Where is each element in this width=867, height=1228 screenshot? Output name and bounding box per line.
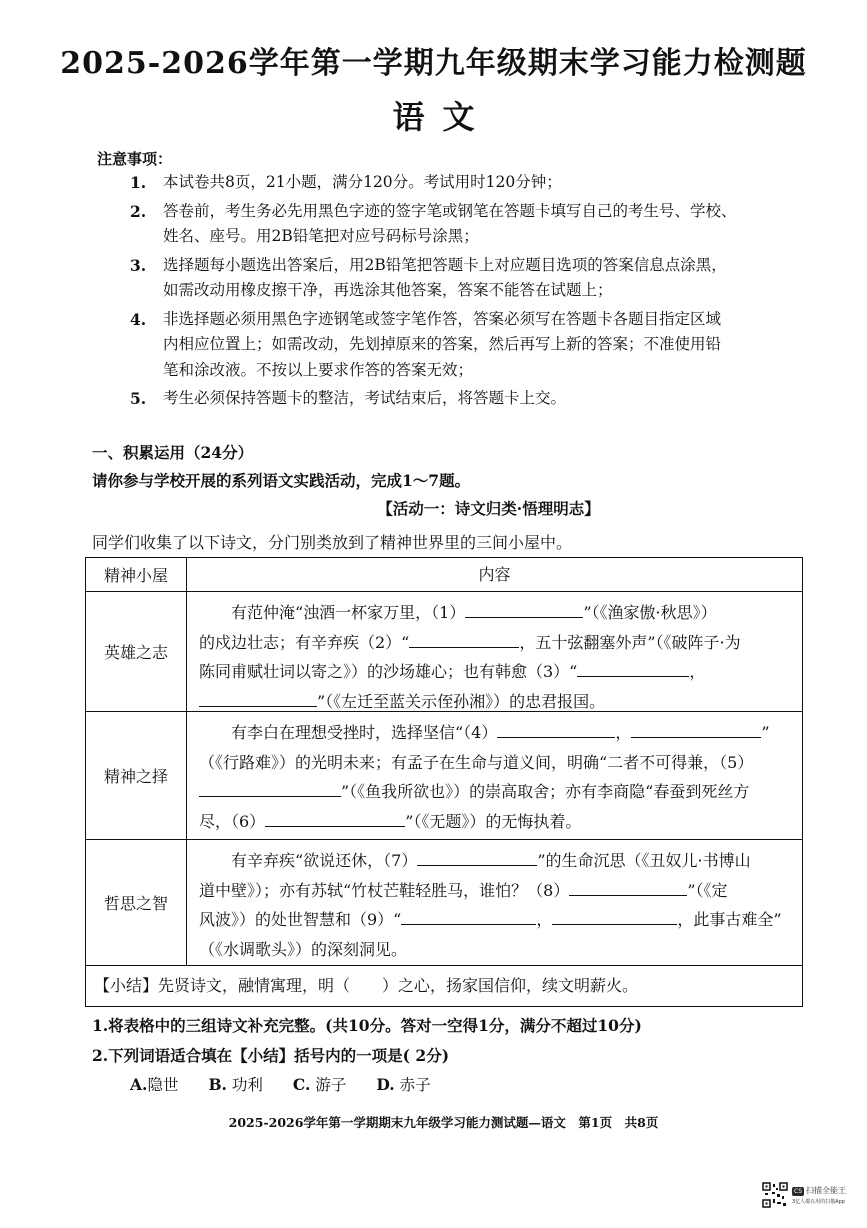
row-content xyxy=(187,840,802,965)
notice-line: 内相应位置上；如需改动，先划掉原来的答案，然后再写上新的答案；不准使用铅 xyxy=(163,335,722,353)
scanner-name: 扫描全能王 xyxy=(806,1186,846,1195)
notice-line: 答卷前，考生务必先用黑色字迹的签字笔或钢笔在答题卡填写自己的考生号、学校、 xyxy=(163,201,737,220)
notice-line: 笔和涂改液。不按以上要求作答的答案无效； xyxy=(163,360,474,379)
header-content: 内容 xyxy=(478,565,511,584)
answer-blank-3a[interactable] xyxy=(577,658,689,677)
option-letter: A. xyxy=(130,1075,148,1094)
content-text: ”（《左迁至蓝关示侄孙湘》）的忠君报国。 xyxy=(317,691,606,711)
content-text: 尽，（6） xyxy=(199,811,266,831)
option-letter: C. xyxy=(292,1075,311,1094)
content-text: ， xyxy=(689,662,706,681)
content-text: 陈同甫赋壮词以寄之》）的沙场雄心；也有韩愈（3）“ xyxy=(199,662,578,681)
notice-number: 2. xyxy=(130,201,147,221)
content-text: 有范仲淹“浊酒一杯家万里，（1） xyxy=(231,603,466,622)
answer-blank-5[interactable] xyxy=(199,778,341,797)
notice-heading: 注意事项： xyxy=(97,150,173,168)
content-text: ” xyxy=(761,723,770,742)
notice-number: 4. xyxy=(130,309,147,329)
content-text: 风波》）的处世智慧和（9）“ xyxy=(199,910,402,929)
notice-line: 本试卷共8页，21小题，满分120分。考试用时120分钟； xyxy=(163,173,562,191)
table-row xyxy=(86,592,802,712)
page-footer: 2025-2026学年第一学期期末九年级学习能力测试题—语文 第1页 共8页 xyxy=(228,1115,659,1130)
answer-blank-6[interactable] xyxy=(265,808,405,827)
answer-blank-2[interactable] xyxy=(409,629,519,648)
content-text: （《水调歌头》）的深刻洞见。 xyxy=(199,939,408,959)
notice-line: 如需改动用橡皮擦干净，再选涂其他答案，答案不能答在试题上； xyxy=(163,281,613,299)
content-text: 有辛弃疾“欲说还休，（7） xyxy=(231,851,418,870)
option-c[interactable] xyxy=(293,1073,346,1095)
notice-line: 考生必须保持答题卡的整洁，考试结束后，将答题卡上交。 xyxy=(163,389,567,407)
option-a[interactable] xyxy=(130,1073,178,1095)
answer-blank-4a[interactable] xyxy=(497,719,615,738)
table-row xyxy=(86,840,802,966)
notice-line: 非选择题必须用黑色字迹钢笔或签字笔作答，答案必须写在答题卡各题目指定区域 xyxy=(163,309,722,328)
scanner-watermark xyxy=(792,1186,846,1207)
option-text: 功利 xyxy=(231,1076,263,1094)
row-category: 英雄之志 xyxy=(86,592,187,711)
notice-number: 1. xyxy=(130,173,147,192)
table-header-row xyxy=(86,558,802,592)
row-content xyxy=(187,712,802,839)
option-letter: B. xyxy=(208,1075,227,1094)
activity-title: 【活动一：诗文归类·悟理明志】 xyxy=(377,499,600,518)
scanner-logo-icon: CS xyxy=(794,1188,802,1195)
content-text: ”（《渔家傲·秋思》） xyxy=(583,603,717,622)
content-text: ，此事古难全” xyxy=(677,910,782,929)
content-text: ”（《定 xyxy=(687,880,728,900)
option-d[interactable] xyxy=(376,1073,430,1095)
row-category: 精神之择 xyxy=(86,712,187,839)
row-category: 哲思之智 xyxy=(86,840,187,965)
content-text: （《行路难》）的光明未来；有孟子在生命与道义间，明确“二者不可得兼，（5） xyxy=(199,752,754,772)
notice-line: 选择题每小题选出答案后，用2B铅笔把答题卡上对应题目选项的答案信息点涂黑， xyxy=(163,255,727,274)
content-text: ， xyxy=(536,910,553,929)
answer-blank-3b[interactable] xyxy=(199,688,317,707)
answer-blank-1[interactable] xyxy=(465,599,583,618)
answer-blank-9a[interactable] xyxy=(401,906,536,925)
content-text: 道中壁》）；亦有苏轼“竹杖芒鞋轻胜马，谁怕？（8） xyxy=(199,880,570,900)
summary-text: 【小结】先贤诗文，融情寓理，明（ ）之心，扬家国信仰，续文明薪火。 xyxy=(94,976,639,995)
answer-blank-8[interactable] xyxy=(569,877,687,896)
table-intro: 同学们收集了以下诗文，分门别类放到了精神世界里的三间小屋中。 xyxy=(92,533,573,552)
content-text: 有李白在理想受挫时，选择坚信“（4） xyxy=(231,723,498,742)
content-text: ”（《鱼我所欲也》）的崇高取舍；亦有李商隐“春蚕到死丝方 xyxy=(341,782,750,801)
option-b[interactable] xyxy=(208,1073,262,1095)
content-text: ”（《无题》）的无悔执着。 xyxy=(405,811,582,831)
option-text: 游子 xyxy=(315,1076,347,1094)
section-heading: 一、积累运用（24分） xyxy=(92,443,254,462)
content-text: ，五十弦翻塞外声”（《破阵子·为 xyxy=(519,632,741,652)
notice-number: 3. xyxy=(130,255,147,275)
summary-row xyxy=(86,966,802,1006)
option-text: 隐世 xyxy=(147,1076,179,1094)
exam-title: 2025-2026学年第一学期九年级期末学习能力检测题 xyxy=(60,46,807,81)
content-text: ”的生命沉思（《丑奴儿·书博山 xyxy=(537,851,751,870)
answer-blank-4b[interactable] xyxy=(631,719,761,738)
question-2: 2.下列词语适合填在【小结】括号内的一项是( 2分) xyxy=(92,1046,450,1065)
subject-title: 语文 xyxy=(392,98,493,136)
notice-number: 5. xyxy=(130,389,147,408)
question-2-options xyxy=(130,1073,461,1095)
answer-blank-9b[interactable] xyxy=(552,906,677,925)
option-text: 赤子 xyxy=(399,1076,431,1094)
notice-line: 姓名、座号。用2B铅笔把对应号码标号涂黑； xyxy=(163,227,479,245)
task-intro: 请你参与学校开展的系列语文实践活动，完成1～7题。 xyxy=(92,471,471,490)
content-text: 的戍边壮志；有辛弃疾（2）“ xyxy=(199,632,410,652)
content-text: ， xyxy=(615,723,632,742)
question-1: 1.将表格中的三组诗文补充完整。(共10分。答对一空得1分，满分不超过10分) xyxy=(92,1016,642,1035)
option-letter: D. xyxy=(376,1075,395,1094)
table-row xyxy=(86,712,802,840)
qr-code-icon xyxy=(762,1182,788,1208)
poetry-table xyxy=(85,557,803,1007)
scanner-slogan: 3亿人都在用的扫描App xyxy=(792,1199,845,1205)
answer-blank-7[interactable] xyxy=(417,847,537,866)
header-category: 精神小屋 xyxy=(86,558,187,591)
row-content xyxy=(187,592,802,711)
